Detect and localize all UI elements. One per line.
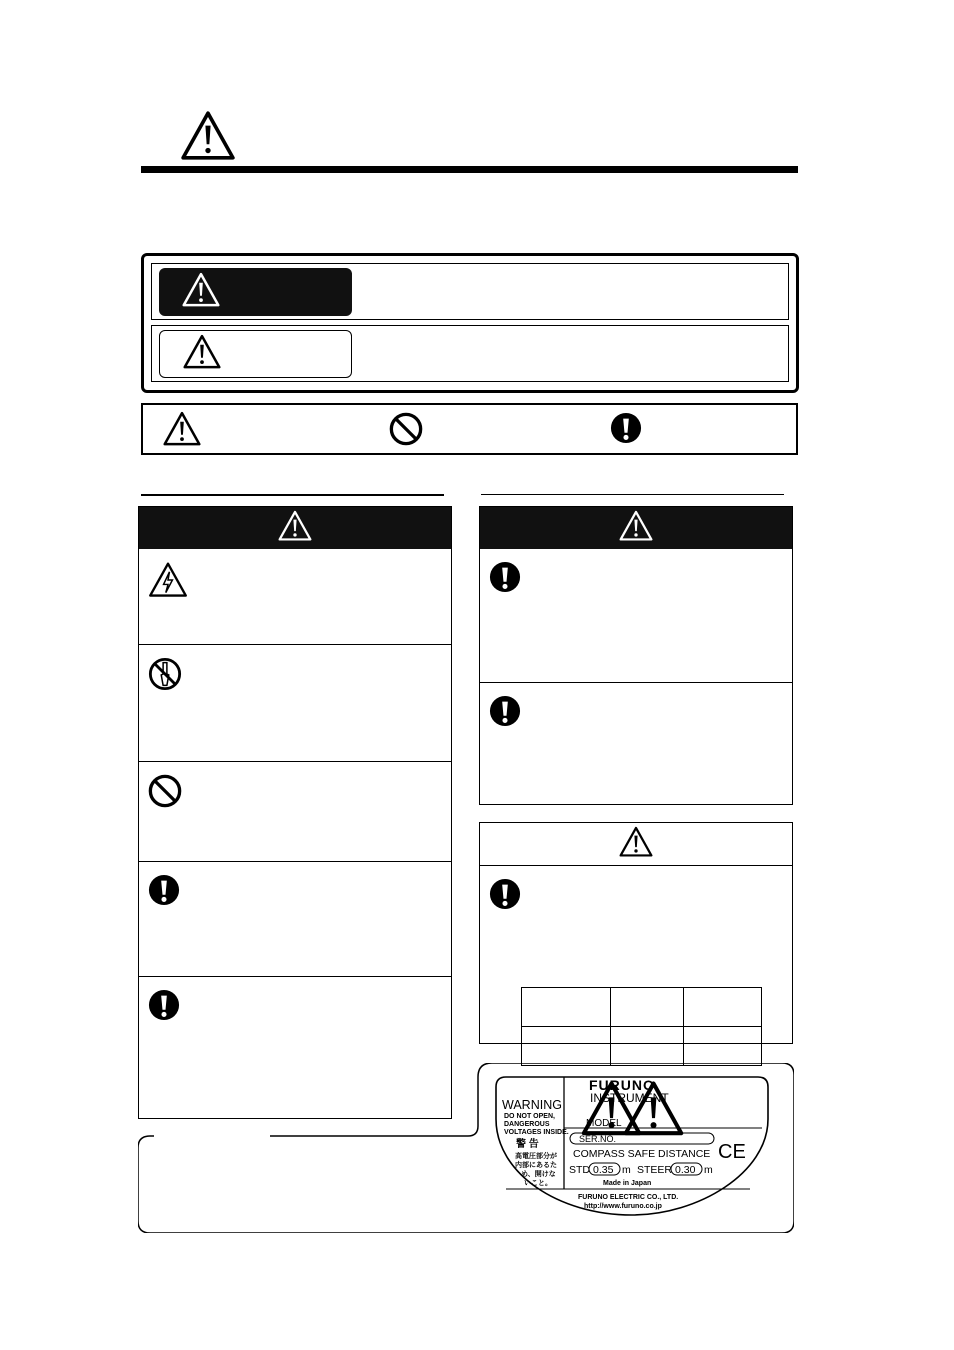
warning-triangle-icon [277,510,313,547]
warning-item [480,683,792,803]
url-label: http://www.furuno.co.jp [584,1203,662,1210]
nameplate-warning-title: WARNING [502,1098,562,1112]
warning-triangle-icon [181,272,221,313]
legend-row-caution [151,325,789,382]
mandatory-action-icon [489,695,521,732]
nameplate-model-label: MODEL [586,1118,622,1129]
mandatory-action-icon [148,874,180,911]
electric-shock-icon [148,561,188,604]
ce-mark: CE [718,1141,746,1163]
nameplate-warning-line: VOLTAGES INSIDE. [504,1129,569,1136]
maker-label: FURUNO ELECTRIC CO., LTD. [578,1194,679,1201]
warning-triangle-icon [618,826,654,863]
steer-value: 0.30 [675,1164,696,1176]
unit-label: m [622,1164,631,1176]
warning-item [139,762,451,862]
warning-item [139,645,451,762]
nameplate-warning-line: DANGEROUS [504,1121,550,1128]
table-cell [684,988,762,1027]
nameplate-compass-label: COMPASS SAFE DISTANCE [573,1148,711,1160]
compass-distance-table [521,987,762,1066]
nameplate-jp-line: 高電圧部分が [515,1153,557,1160]
nameplate-jp-title: 警 告 [516,1139,539,1150]
user-warning-panel [138,506,452,1119]
origin-label: Made in Japan [603,1180,652,1187]
legend-row-warning [151,263,789,320]
mandatory-action-icon [148,989,180,1026]
warning-label-callout [138,1063,794,1233]
header-rule [141,166,798,173]
nameplate-jp-line: いこと。 [524,1180,552,1187]
mandatory-action-icon [489,878,521,915]
table-cell [611,988,684,1027]
caution-badge [159,330,352,378]
installer-warning-panel [479,506,793,805]
nameplate-jp-line: め、開けな [521,1171,556,1178]
warning-triangle-icon [618,510,654,547]
nameplate-jp-line: 内部にあるた [515,1162,557,1169]
std-value: 0.35 [593,1164,614,1176]
mandatory-action-icon [489,561,521,598]
table-cell [684,1027,762,1066]
left-column-rule [141,494,444,496]
symbol-legend-strip [141,403,798,455]
warning-item [139,549,451,645]
no-disassembly-icon [148,657,182,696]
table-cell [611,1027,684,1066]
caution-panel-header [480,823,792,866]
steer-label: STEER [637,1164,673,1176]
warning-item [480,549,792,683]
signal-word-legend [141,253,799,393]
right-column-rule [481,494,784,495]
prohibition-circle-icon [148,774,182,813]
header-warning-icon [180,110,236,167]
std-label: STD [569,1164,590,1176]
table-row [522,988,762,1027]
nameplate-brand-logo: FURUNO [589,1077,655,1093]
nameplate-instrument: INSTRUMENT [590,1091,669,1105]
nameplate-serial-label: SER.NO. [579,1134,617,1144]
table-row [522,1027,762,1066]
mandatory-action-icon [610,412,642,449]
installer-caution-panel [479,822,793,1044]
warning-triangle-icon [162,411,202,452]
warning-panel-header [480,507,792,549]
warning-triangle-icon [182,334,222,375]
prohibition-circle-icon [389,412,423,451]
unit-label: m [704,1164,713,1176]
nameplate-warning-line: DO NOT OPEN, [504,1113,555,1120]
table-cell [522,1027,611,1066]
table-cell [522,988,611,1027]
warning-badge [159,268,352,316]
warning-panel-header [139,507,451,549]
caution-item [480,866,792,1044]
warning-item [139,862,451,977]
